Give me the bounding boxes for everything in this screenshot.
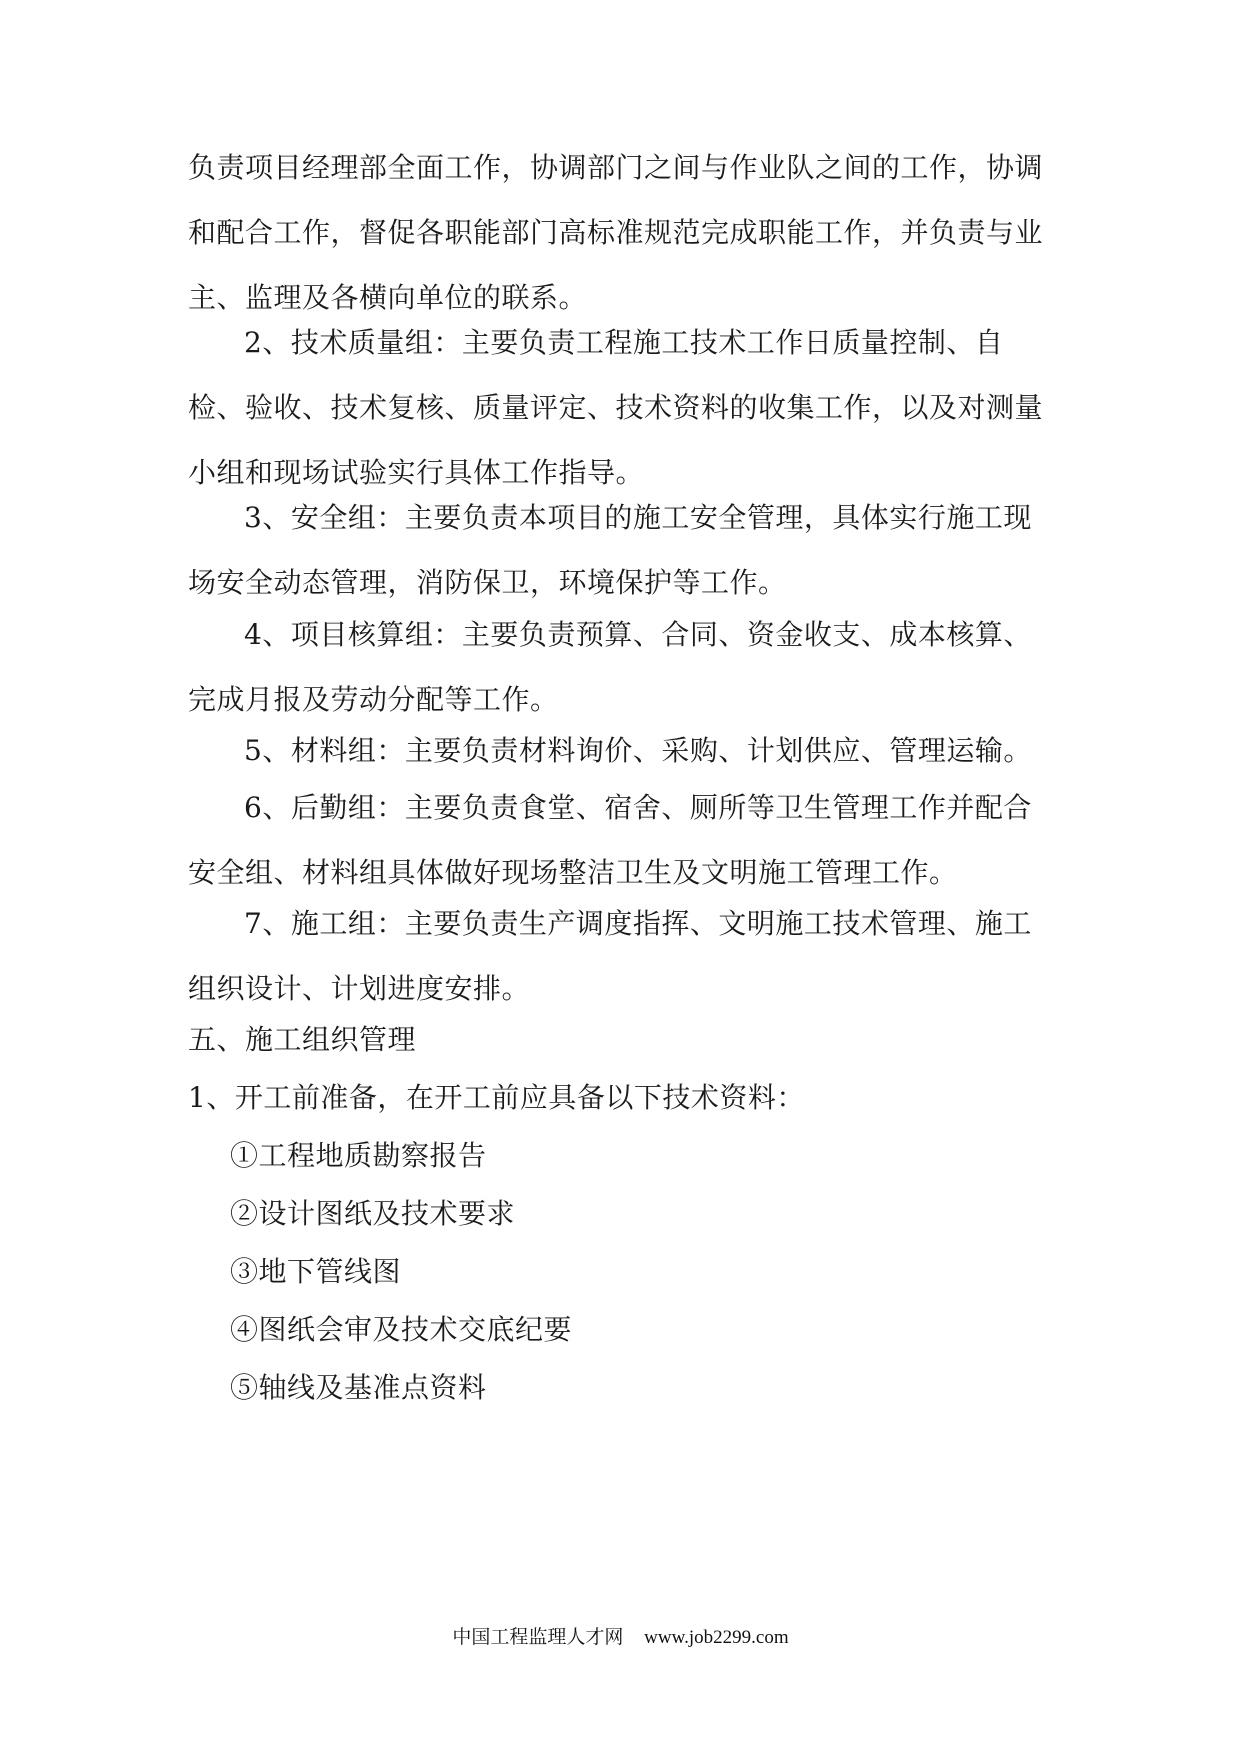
paragraph-construction-group: 7、施工组：主要负责生产调度指挥、文明施工技术管理、施工组织设计、计划进度安排。 [188, 907, 1032, 1005]
list-item: ③地下管线图 [230, 1255, 402, 1288]
footer-url: www.job2299.com [644, 1627, 789, 1648]
page-footer [0, 1622, 1241, 1649]
list-item: ②设计图纸及技术要求 [230, 1197, 516, 1230]
section-heading: 五、施工组织管理 [188, 1023, 417, 1056]
list-item: ①工程地质勘察报告 [230, 1139, 487, 1172]
paragraph-accounting-group: 4、项目核算组：主要负责预算、合同、资金收支、成本核算、完成月报及劳动分配等工作。 [188, 618, 1032, 716]
paragraph-safety-group: 3、安全组：主要负责本项目的施工安全管理，具体实行施工现场安全动态管理，消防保卫，环境保护等工作。 [188, 501, 1032, 599]
paragraph-logistics-group: 6、后勤组：主要负责食堂、宿舍、厕所等卫生管理工作并配合安全组、材料组具体做好现场整洁卫生及文明施工管理工作。 [188, 791, 1032, 889]
paragraph-project-manager-duties: 负责项目经理部全面工作，协调部门之间与作业队之间的工作，协调和配合工作，督促各职能部门高标准规范完成职能工作，并负责与业主、监理及各横向单位的联系。 [188, 151, 1044, 314]
prep-requirements-line: 1、开工前准备，在开工前应具备以下技术资料： [188, 1081, 805, 1114]
list-item: ④图纸会审及技术交底纪要 [230, 1313, 573, 1346]
footer-site-name: 中国工程监理人才网 [452, 1627, 624, 1648]
paragraph-materials-group: 5、材料组：主要负责材料询价、采购、计划供应、管理运输。 [244, 734, 1032, 767]
paragraph-tech-quality-group: 2、技术质量组：主要负责工程施工技术工作日质量控制、自检、验收、技术复核、质量评定、技术资料的收集工作，以及对测量小组和现场试验实行具体工作指导。 [188, 326, 1044, 489]
list-item: ⑤轴线及基准点资料 [230, 1371, 487, 1404]
